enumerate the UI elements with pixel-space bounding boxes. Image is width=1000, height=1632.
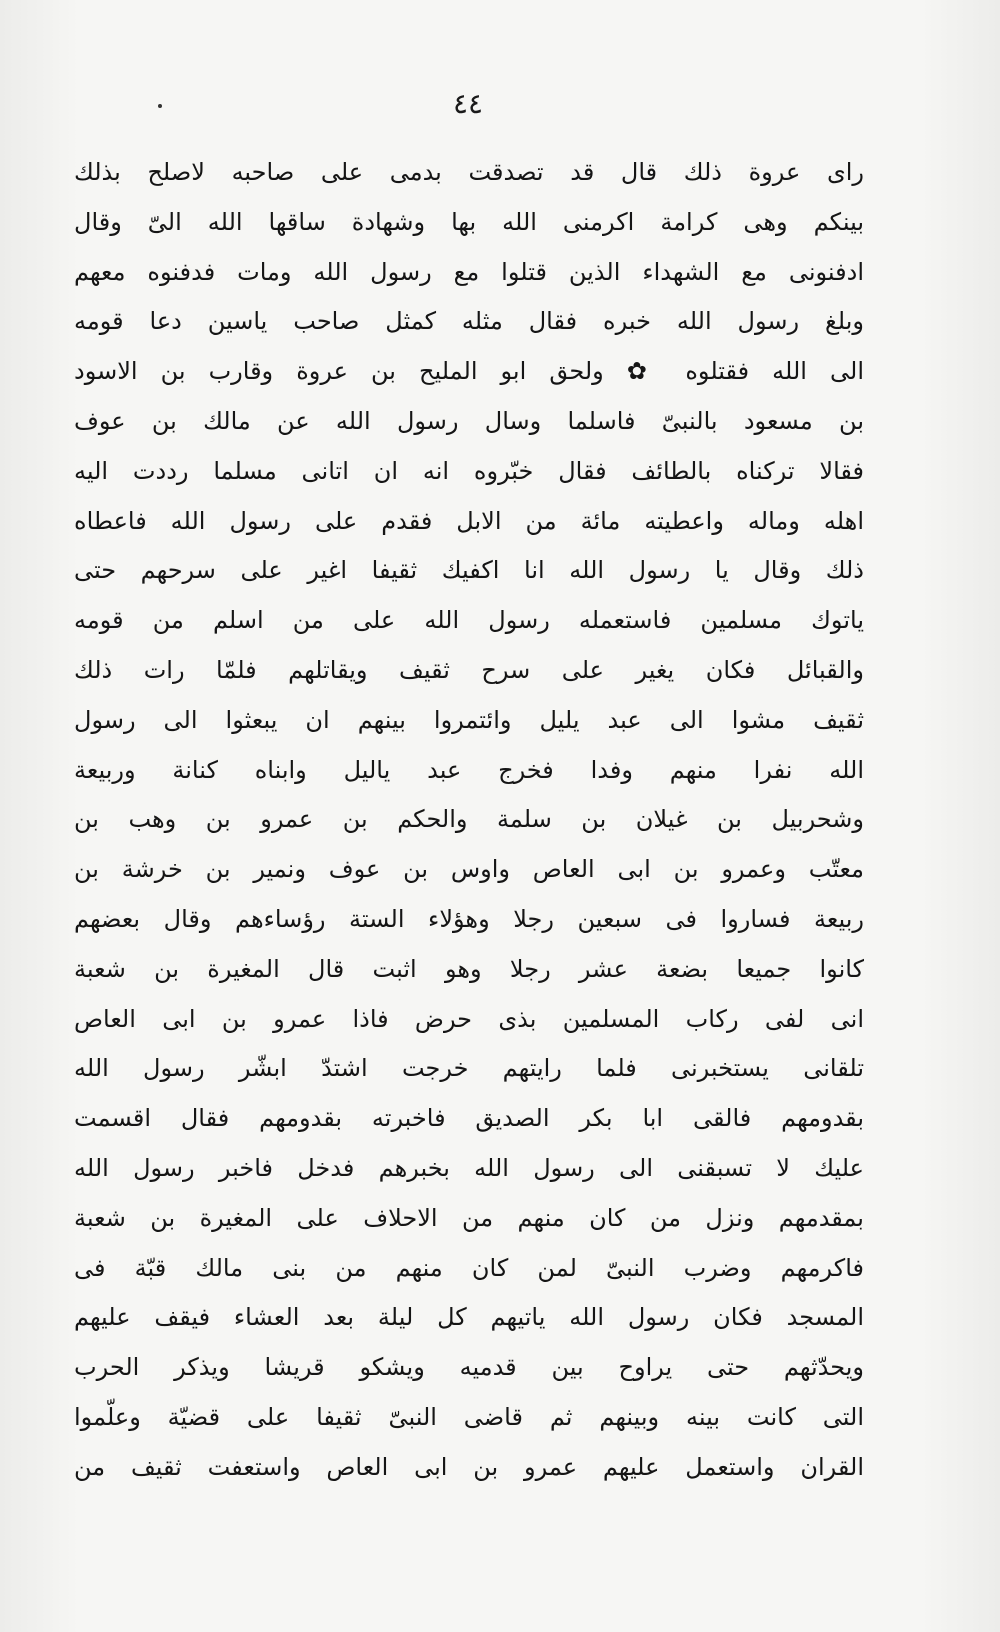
text-line: راى عروة ذلك قال قد تصدقت بدمى على صاحبه لاصلح بذلك <box>74 158 864 186</box>
text-line: الله نفرا منهم وفدا فخرج عبد ياليل وابناه كنانة وربيعة <box>74 755 864 784</box>
text-line: التى كانت بينه وبينهم ثم قاضى النبىّ ثقيفا على قضيّة وعلّموا <box>74 1402 864 1431</box>
page-mark-dot <box>158 104 162 108</box>
text-line: بن مسعود بالنبىّ فاسلما وسال رسول الله عن مالك بن عوف <box>74 406 864 435</box>
text-line: فقالا تركناه بالطائف فقال خبّروه انه ان اتانى مسلما رددت اليه <box>74 456 864 485</box>
text-line: بقدومهم فالقى ابا بكر الصديق فاخبرته بقدومهم فقال اقسمت <box>74 1104 864 1133</box>
text-line: وبلغ رسول الله خبره فقال مثله كمثل صاحب ياسين دعا قومه <box>74 307 864 336</box>
page-number: ٤٤ <box>452 87 484 120</box>
text-line: ذلك وقال يا رسول الله انا اكفيك ثقيفا اغير على سرحهم حتى <box>74 556 864 585</box>
text-line: اهله وماله واعطيته مائة من الابل فقدم على رسول الله فاعطاه <box>74 506 864 535</box>
text-line: ياتوك مسلمين فاستعمله رسول الله على من اسلم من قومه <box>74 606 864 635</box>
text-line: ثقيف مشوا الى عبد يليل وائتمروا بينهم ان يبعثوا الى رسول <box>74 705 864 734</box>
text-line: الى الله فقتلوه ✿ ولحق ابو المليح بن عروة وقارب بن الاسود <box>74 357 864 386</box>
text-line: كانوا جميعا بضعة عشر رجلا وهو اثبت قال المغيرة بن شعبة <box>74 954 864 983</box>
text-line: القران واستعمل عليهم عمرو بن ابى العاص واستعفت ثقيف من <box>74 1452 864 1481</box>
text-line: ربيعة فساروا فى سبعين رجلا وهؤلاء الستة رؤساءهم وقال بعضهم <box>74 904 864 933</box>
arabic-text-body <box>74 148 864 1493</box>
text-line: تلقانى يستخبرنى فلما رايتهم خرجت اشتدّ ابشّر رسول الله <box>74 1054 864 1083</box>
text-line: ويحدّثهم حتى يراوح بين قدميه ويشكو قريشا ويذكر الحرب <box>74 1353 864 1382</box>
text-line: والقبائل فكان يغير على سرح ثقيف ويقاتلهم فلمّا رات ذلك <box>74 655 864 684</box>
text-line: وشحربيل بن غيلان بن سلمة والحكم بن عمرو بن وهب بن <box>74 805 864 834</box>
text-line: ادفنونى مع الشهداء الذين قتلوا مع رسول الله ومات فدفنوه معهم <box>74 257 864 286</box>
text-line: انى لفى ركاب المسلمين بذى حرض فاذا عمرو بن ابى العاص <box>74 1004 864 1033</box>
text-line: فاكرمهم وضرب النبىّ لمن كان منهم من بنى مالك قبّة فى <box>74 1253 864 1282</box>
text-line: بينكم وهى كرامة اكرمنى الله بها وشهادة ساقها الله الىّ وقال <box>74 207 864 236</box>
text-line: عليك لا تسبقنى الى رسول الله بخبرهم فدخل فاخبر رسول الله <box>74 1153 864 1182</box>
text-line: بمقدمهم ونزل من كان منهم من الاحلاف على المغيرة بن شعبة <box>74 1203 864 1232</box>
text-line: المسجد فكان رسول الله ياتيهم كل ليلة بعد العشاء فيقف عليهم <box>74 1303 864 1332</box>
text-line: معتّب وعمرو بن ابى العاص واوس بن عوف ونمير بن خرشة بن <box>74 855 864 884</box>
